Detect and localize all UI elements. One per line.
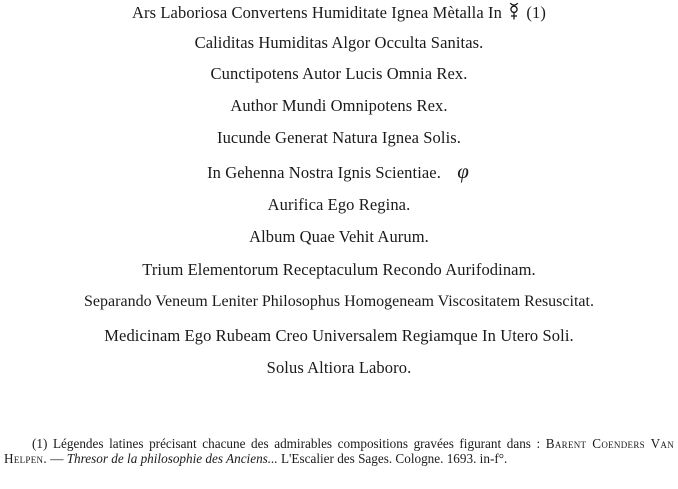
footnote-reference: (1) xyxy=(526,2,546,22)
verse-text: Iucunde Generat Natura Ignea Solis. xyxy=(216,128,462,147)
verse-line-5 xyxy=(0,128,678,148)
verse-line-10 xyxy=(0,292,678,312)
footnote-text: L'Escalier des Sages. Cologne. 1693. in-f°. xyxy=(277,451,508,466)
footnote-author: Barent Coenders Van Helpen. xyxy=(4,436,675,466)
verse-line-6 xyxy=(0,161,678,183)
verse-text: Solus Altiora Laboro. xyxy=(266,358,412,377)
mercury-symbol-icon xyxy=(508,2,520,26)
verse-text: Author Mundi Omnipotens Rex. xyxy=(230,96,448,115)
verse-text: Aurifica Ego Regina. xyxy=(267,195,411,214)
footnote-title: Thresor de la philosophie des Anciens... xyxy=(66,451,278,466)
verse-line-9 xyxy=(0,260,678,280)
verse-text: Caliditas Humiditas Algor Occulta Sanitas. xyxy=(194,33,484,52)
verse-line-8 xyxy=(0,227,678,247)
verse-line-4 xyxy=(0,96,678,116)
verse-text: In Gehenna Nostra Ignis Scientiae. xyxy=(207,163,441,182)
verse-line-7 xyxy=(0,195,678,215)
verse-line-1 xyxy=(0,2,678,26)
footnote-dash: — xyxy=(46,451,67,466)
verse-line-3 xyxy=(0,64,678,84)
verse-line-12 xyxy=(0,358,678,378)
verse-text: Ars Laboriosa Convertens Humiditate Ignea Mètalla In xyxy=(132,2,502,22)
verse-text: Album Quae Vehit Aurum. xyxy=(249,227,429,246)
verse-text: Cunctipotens Autor Lucis Omnia Rex. xyxy=(210,64,468,83)
verse-text: Separando Veneum Leniter Philosophus Homogeneam Viscositatem Resuscitat. xyxy=(84,293,594,310)
footnote-marker: (1) xyxy=(32,436,48,451)
footnote xyxy=(4,436,674,466)
phi-symbol-icon: φ xyxy=(457,159,469,183)
verse-text: Trium Elementorum Receptaculum Recondo Aurifodinam. xyxy=(142,260,536,279)
verse-text: Medicinam Ego Rubeam Creo Universalem Regiamque In Utero Soli. xyxy=(104,326,574,345)
footnote-text: Légendes latines précisant chacune des admirables compositions gravées figurant dans : xyxy=(47,436,546,451)
verse-line-2 xyxy=(0,33,678,53)
verse-line-11 xyxy=(0,326,678,346)
